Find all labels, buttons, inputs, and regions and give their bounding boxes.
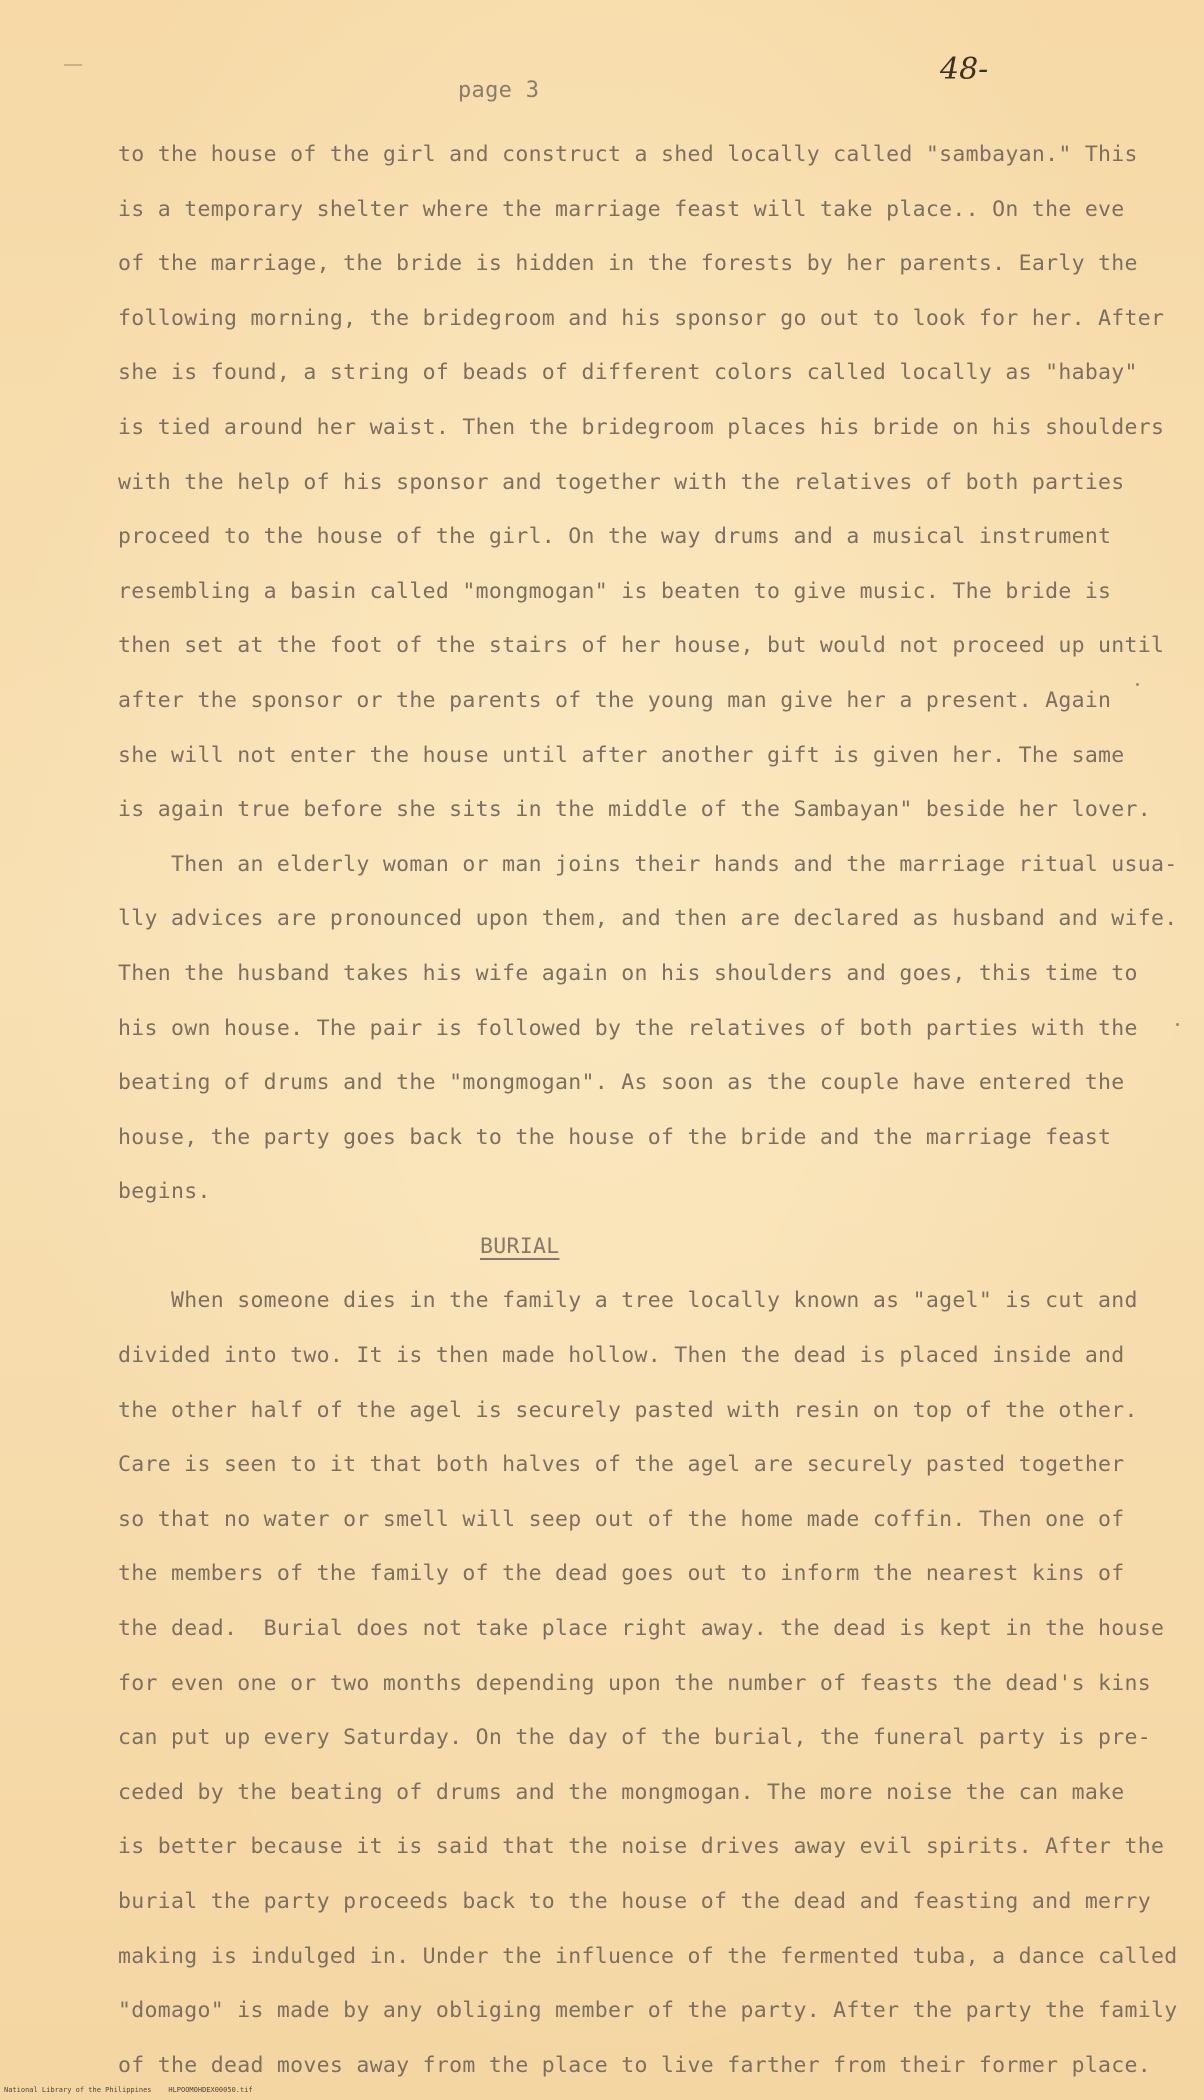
text-line: the other half of the agel is securely pasted with resin on top of the other. [118,1397,1138,1423]
text-line: lly advices are pronounced upon them, and then are declared as husband and wife. [118,906,1178,932]
text-line: is better because it is said that the noise drives away evil spirits. After the [118,1834,1165,1860]
document-body [118,128,1178,2093]
text-line: of the marriage, the bride is hidden in the forests by her parents. Early the [118,251,1138,277]
text-line: "domago" is made by any obliging member of the party. After the party the family [118,1998,1178,2024]
text-line: with the help of his sponsor and together with the relatives of both parties [118,469,1125,495]
text-line: Then an elderly woman or man joins their hands and the marriage ritual usua- [118,851,1178,877]
text-line: burial the party proceeds back to the house of the dead and feasting and merry [118,1889,1152,1914]
section-heading-burial: BURIAL [480,1233,560,1259]
page-label: page 3 [458,78,540,103]
text-line: his own house. The pair is followed by the relatives of both parties with the [118,1015,1138,1041]
text-line: following morning, the bridegroom and his sponsor go out to look for her. After [118,305,1165,331]
text-line: for even one or two months depending upon the number of feasts the dead's kins [118,1670,1152,1696]
text-line: then set at the foot of the stairs of her house, but would not proceed up until [118,633,1165,659]
text-line: the members of the family of the dead goes out to inform the nearest kins of [118,1561,1125,1587]
ink-speck [1136,683,1139,686]
text-line: Then the husband takes his wife again on his shoulders and goes, this time to [118,960,1138,986]
text-line: after the sponsor or the parents of the young man give her a present. Again [118,687,1112,713]
text-line: beating of drums and the "mongmogan". As soon as the couple have entered the [118,1070,1125,1096]
text-line: so that no water or smell will seep out of the home made coffin. Then one of [118,1506,1125,1532]
text-line: the dead. Burial does not take place right away. the dead is kept in the house [118,1616,1165,1642]
text-line: is tied around her waist. Then the bridegroom places his bride on his shoulders [118,414,1165,440]
text-line: house, the party goes back to the house of the bride and the marriage feast [118,1124,1112,1150]
paper-blemish [64,64,82,66]
text-line: is a temporary shelter where the marriage feast will take place.. On the eve [118,196,1125,222]
text-line: is again true before she sits in the middle of the Sambayan" beside her lover. [118,797,1152,823]
ink-speck [1176,1023,1179,1026]
text-line: begins. [118,1179,211,1205]
text-line: proceed to the house of the girl. On the way drums and a musical instrument [118,524,1112,550]
text-line: ceded by the beating of drums and the mongmogan. The more noise the can make [118,1779,1125,1805]
handwritten-page-number: 48- [940,52,989,87]
scan-footer: National Library of the Philippines HLPOOMOHDEX00050.tif [4,2086,253,2094]
text-line: divided into two. It is then made hollow. Then the dead is placed inside and [118,1343,1125,1369]
text-line: When someone dies in the family a tree locally known as "agel" is cut and [118,1288,1138,1314]
text-line: of the dead moves away from the place to live farther from their former place. [118,2052,1152,2078]
text-line: can put up every Saturday. On the day of the burial, the funeral party is pre- [118,1725,1152,1751]
text-line: resembling a basin called "mongmogan" is beaten to give music. The bride is [118,578,1112,604]
text-line: Care is seen to it that both halves of the agel are securely pasted together [118,1452,1125,1478]
text-line: to the house of the girl and construct a shed locally called "sambayan." This [118,142,1138,167]
text-line: she is found, a string of beads of different colors called locally as "habay" [118,360,1138,386]
text-line: making is indulged in. Under the influence of the fermented tuba, a dance called [118,1943,1178,1969]
text-line: she will not enter the house until after another gift is given her. The same [118,742,1125,768]
